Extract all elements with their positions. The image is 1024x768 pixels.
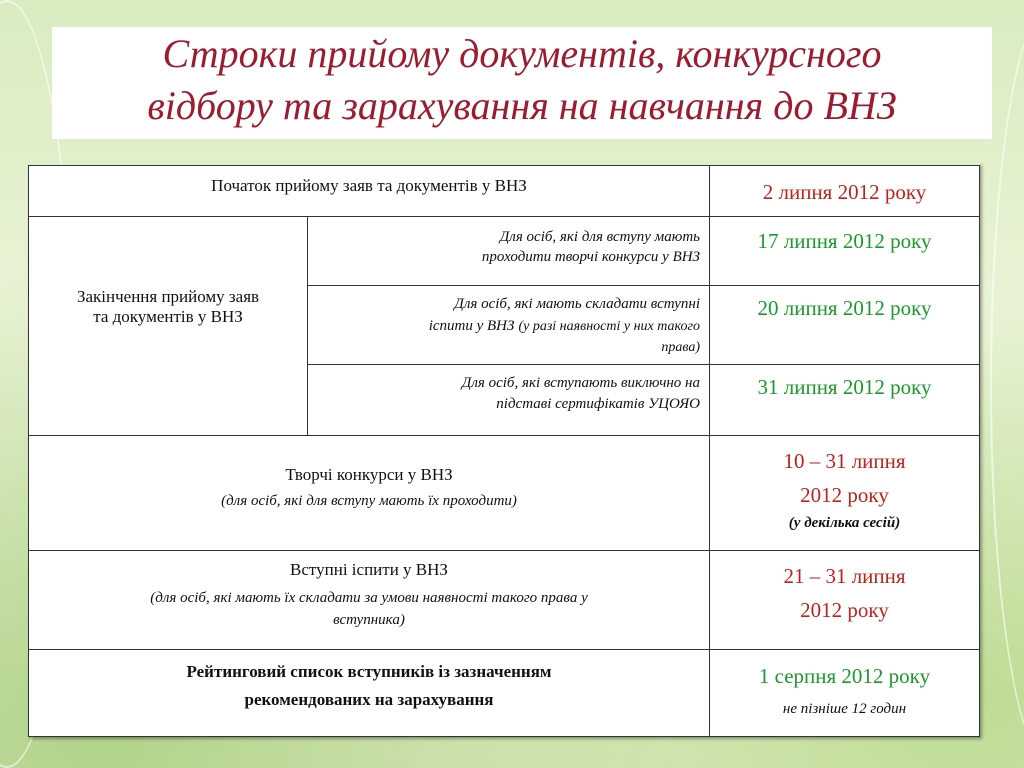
row4-date-line-2: 2012 року bbox=[800, 598, 889, 622]
row5-date-note: не пізніше 12 годин bbox=[782, 701, 907, 717]
row1-date-cell bbox=[709, 165, 980, 217]
row4-date-cell bbox=[709, 550, 980, 650]
row2-sub2-line-3: права) bbox=[661, 340, 700, 355]
row3-date-cell bbox=[709, 435, 980, 551]
row2-sub2-cell bbox=[307, 285, 710, 365]
row4-date-line-1: 21 – 31 липня bbox=[783, 564, 906, 588]
title-line-2: відбору та зарахування на навчання до ВНЗ bbox=[147, 83, 897, 128]
title-line-1: Строки прийому документів, конкурсного bbox=[162, 31, 882, 76]
row5-label-cell bbox=[28, 649, 710, 737]
row4-note-line-2: вступника) bbox=[333, 612, 405, 628]
row3-date-note: (у декілька сесій) bbox=[788, 515, 901, 531]
row2-sub2-note: (у разі наявності у них такого bbox=[518, 319, 700, 334]
row3-label: Творчі конкурси у ВНЗ bbox=[285, 465, 453, 484]
row4-note-line-1: (для осіб, які мають їх складати за умови наявності такого права у bbox=[150, 590, 588, 606]
row3-label-cell bbox=[28, 435, 710, 551]
row3-note: (для осіб, які для вступу мають їх проходити) bbox=[221, 493, 517, 509]
row2-label-line-2: та документів у ВНЗ bbox=[93, 307, 243, 326]
row2-sub3-date: 31 липня 2012 року bbox=[757, 375, 932, 399]
row5-date: 1 серпня 2012 року bbox=[758, 664, 931, 688]
row2-sub1-date: 17 липня 2012 року bbox=[757, 229, 932, 253]
row2-sub3-line-2: підставі сертифікатів УЦОЯО bbox=[496, 396, 700, 412]
row4-label-cell bbox=[28, 550, 710, 650]
row2-sub2-date: 20 липня 2012 року bbox=[757, 296, 932, 320]
row4-label: Вступні іспити у ВНЗ bbox=[290, 560, 448, 579]
row5-date-cell bbox=[709, 649, 980, 737]
row2-sub2-line-1: Для осіб, які мають складати вступні bbox=[454, 296, 700, 312]
row3-date-line-1: 10 – 31 липня bbox=[783, 449, 906, 473]
row2-label-cell bbox=[28, 216, 308, 436]
row2-sub1-cell bbox=[307, 216, 710, 286]
background-decoration bbox=[990, 0, 1024, 768]
row2-sub3-cell bbox=[307, 364, 710, 436]
row1-label-cell bbox=[28, 165, 710, 217]
row2-sub1-line-1: Для осіб, які для вступу мають bbox=[499, 229, 700, 245]
row2-sub3-line-1: Для осіб, які вступають виключно на bbox=[461, 375, 700, 391]
row1-label: Початок прийому заяв та документів у ВНЗ bbox=[211, 176, 527, 195]
row2-label-line-1: Закінчення прийому заяв bbox=[76, 287, 260, 306]
page-title bbox=[52, 28, 992, 132]
row2-sub2-line-2: іспити у ВНЗ bbox=[428, 318, 515, 334]
row1-date: 2 липня 2012 року bbox=[762, 180, 927, 204]
row5-label-line-2: рекомендованих на зарахування bbox=[244, 690, 494, 709]
row2-sub1-date-cell bbox=[709, 216, 980, 286]
row2-sub2-date-cell bbox=[709, 285, 980, 365]
row3-date-line-2: 2012 року bbox=[800, 483, 889, 507]
row5-label-line-1: Рейтинговий список вступників із зазначенням bbox=[186, 662, 552, 681]
row2-sub3-date-cell bbox=[709, 364, 980, 436]
row2-sub1-line-2: проходити творчі конкурси у ВНЗ bbox=[481, 249, 700, 265]
